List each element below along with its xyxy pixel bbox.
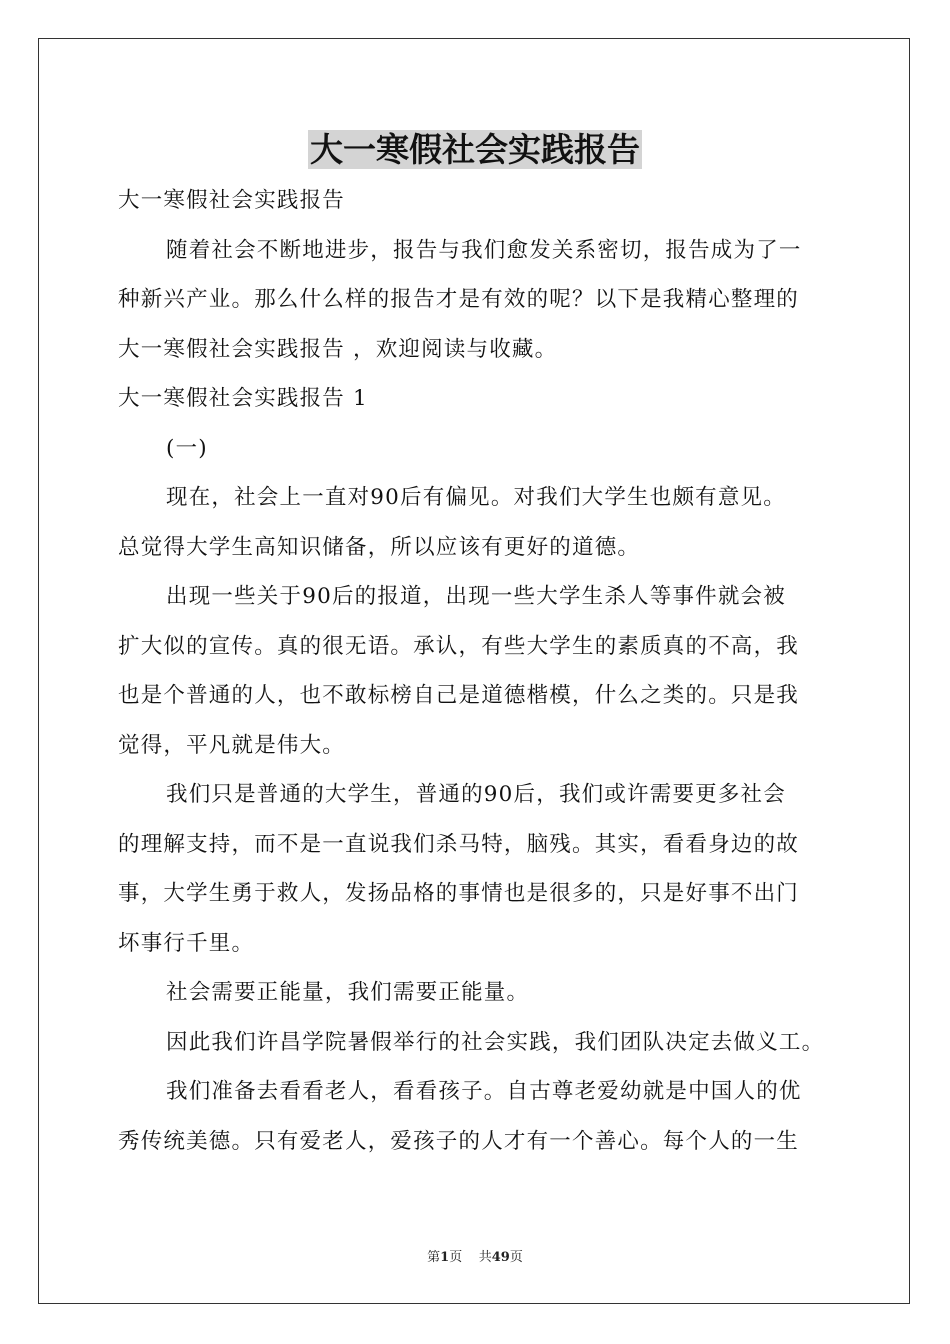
body-line: 坏事行千里。 <box>118 930 255 956</box>
body-line: 我们只是普通的大学生，普通的90后，我们或许需要更多社会 <box>166 782 786 807</box>
document-body <box>118 176 838 1166</box>
body-line: 因此我们许昌学院暑假举行的社会实践，我们团队决定去做义工。 <box>166 1029 825 1055</box>
body-line: 秀传统美德。只有爱老人，爱孩子的人才有一个善心。每个人的一生 <box>118 1128 800 1154</box>
body-line: 扩大似的宣传。真的很无语。承认，有些大学生的素质真的不高，我 <box>118 633 800 659</box>
body-line: 种新兴产业。那么什么样的报告才是有效的呢？以下是我精心整理的 <box>118 287 800 312</box>
body-line: 的理解支持，而不是一直说我们杀马特，脑残。其实，看看身边的故 <box>118 831 800 857</box>
body-line: 出现一些关于90后的报道，出现一些大学生杀人等事件就会被 <box>166 584 786 609</box>
body-line: 大一寒假社会实践报告 ，欢迎阅读与收藏。 <box>118 336 558 362</box>
total-pages: 49 <box>491 1250 510 1265</box>
body-line: 现在，社会上一直对90后有偏见。对我们大学生也颇有意见。 <box>166 485 786 510</box>
page-suffix: 页 <box>449 1250 463 1265</box>
body-line: 我们准备去看看老人，看看孩子。自古尊老爱幼就是中国人的优 <box>166 1079 802 1104</box>
document-title <box>0 128 950 172</box>
document-title-text: 大一寒假社会实践报告 <box>310 130 640 169</box>
total-prefix: 共 <box>478 1250 492 1265</box>
body-line: 随着社会不断地进步，报告与我们愈发关系密切，报告成为了一 <box>166 237 802 263</box>
body-line: 也是个普通的人，也不敢标榜自己是道德楷模，什么之类的。只是我 <box>118 683 800 708</box>
body-line: 总觉得大学生高知识储备，所以应该有更好的道德。 <box>118 534 641 560</box>
page-footer <box>0 1246 950 1265</box>
page-prefix: 第 <box>427 1250 441 1265</box>
body-line: 觉得，平凡就是伟大。 <box>118 732 346 758</box>
section-heading: 大一寒假社会实践报告 1 <box>118 386 368 411</box>
body-line: 社会需要正能量，我们需要正能量。 <box>166 980 530 1005</box>
page-number: 1 <box>440 1250 450 1265</box>
body-line: 大一寒假社会实践报告 <box>118 188 346 213</box>
body-line: 事，大学生勇于救人，发扬品格的事情也是很多的，只是好事不出门 <box>118 881 800 906</box>
subsection-heading: (一) <box>166 435 208 461</box>
total-suffix: 页 <box>509 1250 523 1265</box>
